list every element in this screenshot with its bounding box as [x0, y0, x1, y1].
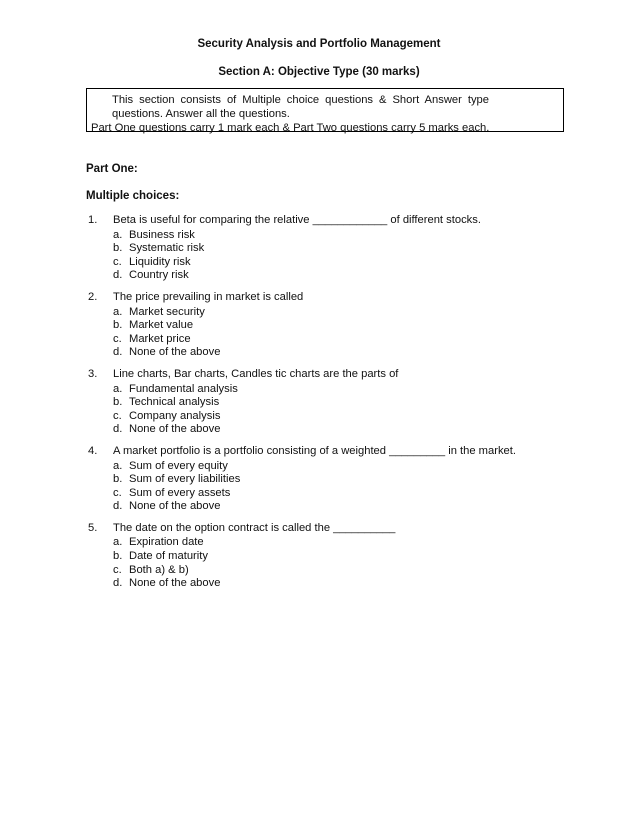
- question-4: [88, 445, 568, 514]
- option-b: [113, 396, 568, 410]
- multiple-choices-heading: Multiple choices:: [86, 190, 180, 202]
- question-4-stem-row: [88, 445, 568, 459]
- question-2: [88, 291, 568, 360]
- instructions-box: [86, 88, 564, 132]
- option-text: Sum of every equity: [129, 459, 228, 472]
- option-a: [113, 306, 568, 320]
- question-3-stem-row: [88, 368, 568, 382]
- option-letter: c.: [113, 332, 122, 345]
- option-d: [113, 269, 568, 283]
- option-d: [113, 577, 568, 591]
- option-text: Systematic risk: [129, 242, 205, 255]
- option-text: Liquidity risk: [129, 255, 191, 268]
- option-d: [113, 423, 568, 437]
- option-b: [113, 242, 568, 256]
- question-3: [88, 368, 568, 437]
- option-text: None of the above: [129, 577, 221, 590]
- option-letter: a.: [113, 459, 123, 472]
- option-text: Market security: [129, 305, 205, 318]
- option-letter: a.: [113, 382, 123, 395]
- option-a: [113, 460, 568, 474]
- option-c: [113, 410, 568, 424]
- option-letter: b.: [113, 242, 123, 255]
- option-text: None of the above: [129, 423, 221, 436]
- option-letter: b.: [113, 550, 123, 563]
- option-letter: c.: [113, 255, 122, 268]
- instructions-line-3: Part One questions carry 1 mark each & Part Two questions carry 5 marks each.: [91, 122, 490, 134]
- question-1: [88, 214, 568, 283]
- option-list: [88, 460, 568, 514]
- option-b: [113, 550, 568, 564]
- question-stem: Line charts, Bar charts, Candles tic charts are the parts of: [113, 367, 399, 380]
- option-text: Country risk: [129, 269, 189, 282]
- document-title: Security Analysis and Portfolio Management: [197, 38, 441, 50]
- option-c: [113, 487, 568, 501]
- question-stem: The date on the option contract is called the __________: [113, 521, 396, 534]
- option-letter: d.: [113, 423, 123, 436]
- question-list: [88, 214, 568, 599]
- question-5-stem-row: [88, 522, 568, 536]
- option-list: [88, 306, 568, 360]
- option-a: [113, 383, 568, 397]
- option-letter: a.: [113, 228, 123, 241]
- option-text: Market price: [129, 332, 191, 345]
- option-d: [113, 500, 568, 514]
- option-b: [113, 319, 568, 333]
- option-text: Both a) & b): [129, 563, 189, 576]
- option-list: [88, 383, 568, 437]
- option-c: [113, 256, 568, 270]
- question-number: 3.: [88, 367, 98, 380]
- instructions-line-1: This section consists of Multiple choice questions & Short Answer type: [112, 94, 489, 106]
- option-list: [88, 536, 568, 590]
- option-letter: a.: [113, 536, 123, 549]
- question-number: 4.: [88, 444, 98, 457]
- option-text: Fundamental analysis: [129, 382, 238, 395]
- option-text: Sum of every liabilities: [129, 473, 241, 486]
- question-stem: Beta is useful for comparing the relative ____________ of different stocks.: [113, 214, 481, 226]
- option-text: Date of maturity: [129, 550, 208, 563]
- option-letter: d.: [113, 346, 123, 359]
- option-letter: c.: [113, 563, 122, 576]
- option-text: Technical analysis: [129, 396, 220, 409]
- option-d: [113, 346, 568, 360]
- option-b: [113, 473, 568, 487]
- question-number: 1.: [88, 214, 98, 226]
- part-one-heading: Part One:: [86, 163, 138, 175]
- option-a: [113, 536, 568, 550]
- option-letter: d.: [113, 269, 123, 282]
- instructions-line-2: questions. Answer all the questions.: [112, 108, 290, 120]
- option-letter: c.: [113, 486, 122, 499]
- option-c: [113, 333, 568, 347]
- option-c: [113, 564, 568, 578]
- question-2-stem-row: [88, 291, 568, 305]
- option-letter: d.: [113, 577, 123, 590]
- option-text: Business risk: [129, 228, 195, 241]
- section-title: Section A: Objective Type (30 marks): [218, 66, 420, 78]
- option-text: Expiration date: [129, 536, 204, 549]
- question-number: 2.: [88, 290, 98, 303]
- option-text: Sum of every assets: [129, 486, 231, 499]
- option-letter: c.: [113, 409, 122, 422]
- option-text: Company analysis: [129, 409, 221, 422]
- question-stem: A market portfolio is a portfolio consisting of a weighted _________ in the market.: [113, 444, 516, 457]
- question-number: 5.: [88, 521, 98, 534]
- option-letter: d.: [113, 500, 123, 513]
- question-stem: The price prevailing in market is called: [113, 290, 304, 303]
- option-list: [88, 229, 568, 283]
- question-1-stem-row: [88, 214, 568, 228]
- option-text: Market value: [129, 319, 194, 332]
- option-letter: b.: [113, 473, 123, 486]
- option-text: None of the above: [129, 346, 221, 359]
- option-letter: b.: [113, 396, 123, 409]
- option-text: None of the above: [129, 500, 221, 513]
- option-letter: b.: [113, 319, 123, 332]
- question-5: [88, 522, 568, 591]
- option-a: [113, 229, 568, 243]
- option-letter: a.: [113, 305, 123, 318]
